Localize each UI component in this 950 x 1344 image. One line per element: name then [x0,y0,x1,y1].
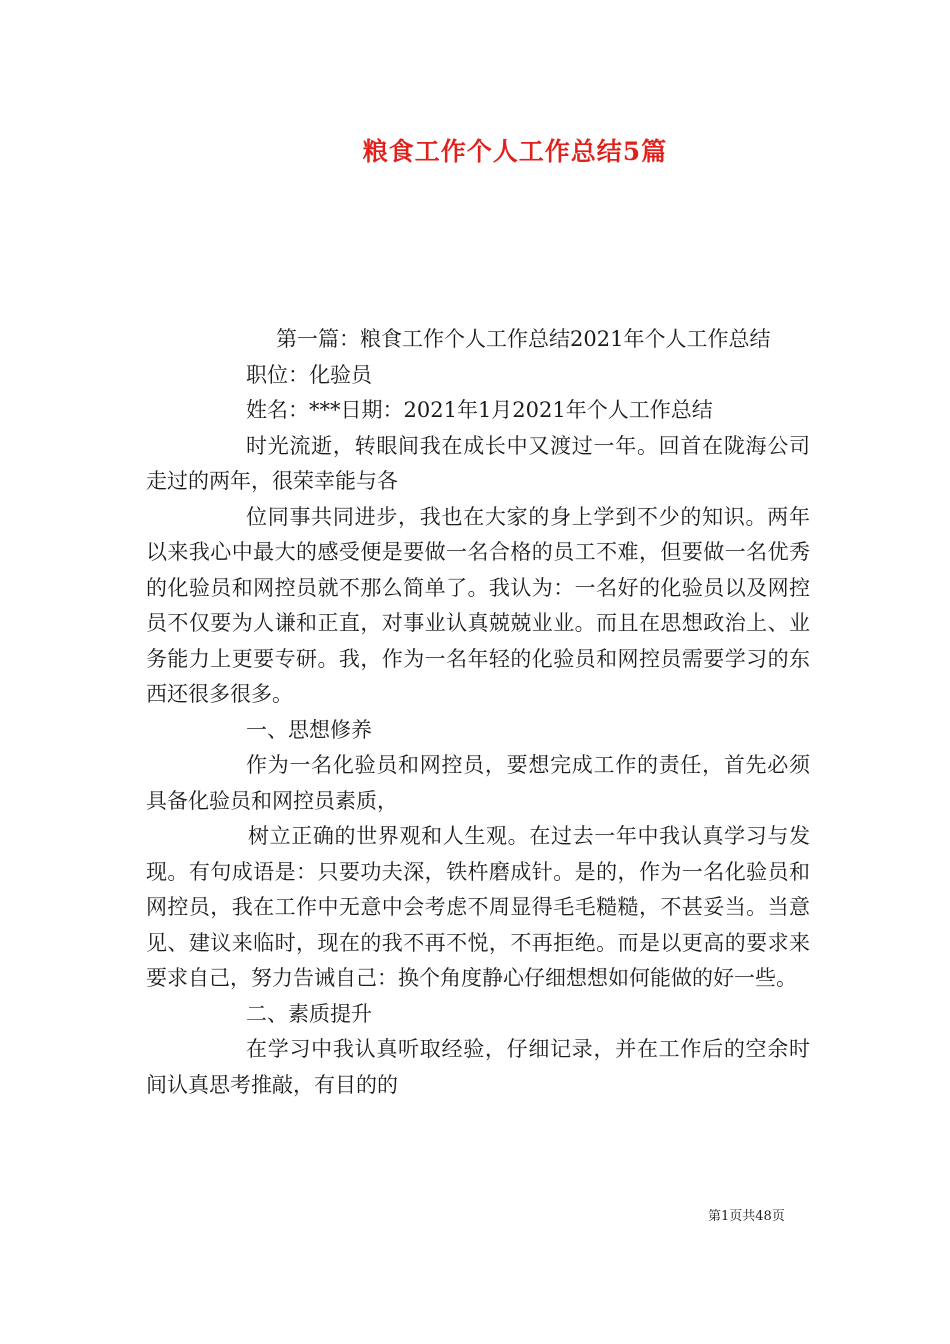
paragraph-chapter-heading: 第一篇：粮食工作个人工作总结2021年个人工作总结 [276,327,771,351]
document-title: 粮食工作个人工作总结5篇 [362,137,668,166]
paragraph-intro: 时光流逝，转眼间我在成长中又渡过一年。回首在陇海公司走过的两年，很荣幸能与各 [146,433,810,493]
paragraph-colleagues: 位同事共同进步，我也在大家的身上学到不少的知识。两年以来我心中最大的感受便是要做一名合格的员工不难，但要做一名优秀的化验员和网控员就不那么简单了。我认为：一名好的化验员以及网控员不仅要为人谦和正直，对事业认真兢兢业业。而且在思想政治上、业务能力上更要专研。我，作为一名年轻的化验员和网控员需要学习的东西还很多很多。 [146,504,810,706]
paragraph-thought: 作为一名化验员和网控员，要想完成工作的责任，首先必须具备化验员和网控员素质， [146,753,810,813]
paragraph-worldview: 树立正确的世界观和人生观。在过去一年中我认真学习与发现。有句成语是：只要功夫深，铁杵磨成针。是的，作为一名化验员和网控员，我在工作中无意中会考虑不周显得毛毛糙糙，不甚妥当。当意见、建议来临时，现在的我不再不悦，不再拒绝。而是以更高的要求来要求自己，努力告诫自己：换个角度静心仔细想想如何能做的好一些。 [146,824,810,990]
section-heading-thought: 一、思想修养 [246,717,372,742]
page-number-footer: 第1页共48页 [708,1209,785,1224]
paragraph-study: 在学习中我认真听取经验，仔细记录，并在工作后的空余时间认真思考推敲，有目的的 [146,1037,810,1097]
section-heading-quality: 二、素质提升 [246,1001,372,1026]
paragraph-position: 职位：化验员 [246,362,372,387]
document-body [146,322,810,1103]
paragraph-name-date: 姓名：***日期：2021年1月2021年个人工作总结 [246,398,713,422]
